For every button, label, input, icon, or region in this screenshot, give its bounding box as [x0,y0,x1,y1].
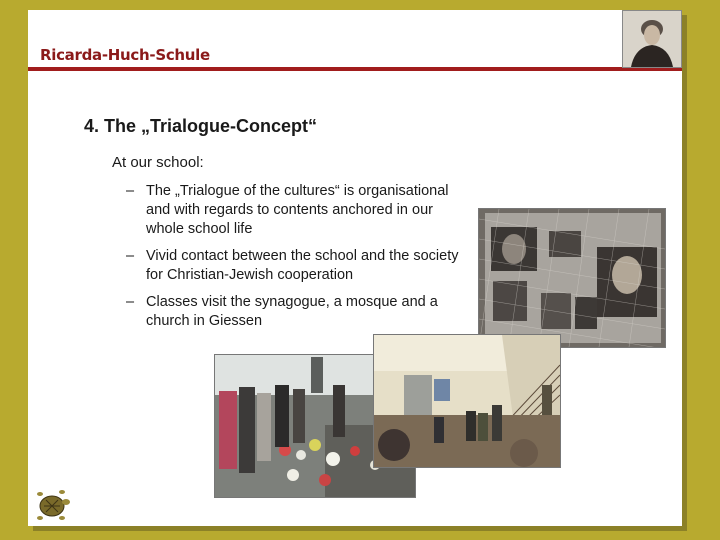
bullet-item [126,182,466,239]
exhibition-wall-photo [478,208,666,348]
bullet-dash: – [126,294,135,310]
bullet-item [126,293,466,331]
bullet-text: The „Trialogue of the cultures“ is organisational and with regards to contents anchored in our whole school life [146,183,449,237]
bullet-list [126,182,466,339]
bullet-text: Vivid contact between the school and the society for Christian-Jewish cooperation [146,248,459,283]
school-event-photo [373,334,561,468]
bullet-dash: – [126,183,135,199]
slide [28,10,682,526]
subtitle: At our school: [112,154,204,171]
header-divider [28,67,682,71]
school-name: Ricarda-Huch-Schule [40,46,210,64]
turtle-logo [32,486,72,526]
slide-title: 4. The „Trialogue-Concept“ [84,116,318,136]
bullet-text: Classes visit the synagogue, a mosque and a church in Giessen [146,294,438,329]
bullet-item [126,247,466,285]
bullet-dash: – [126,248,135,264]
portrait-photo [622,10,682,68]
